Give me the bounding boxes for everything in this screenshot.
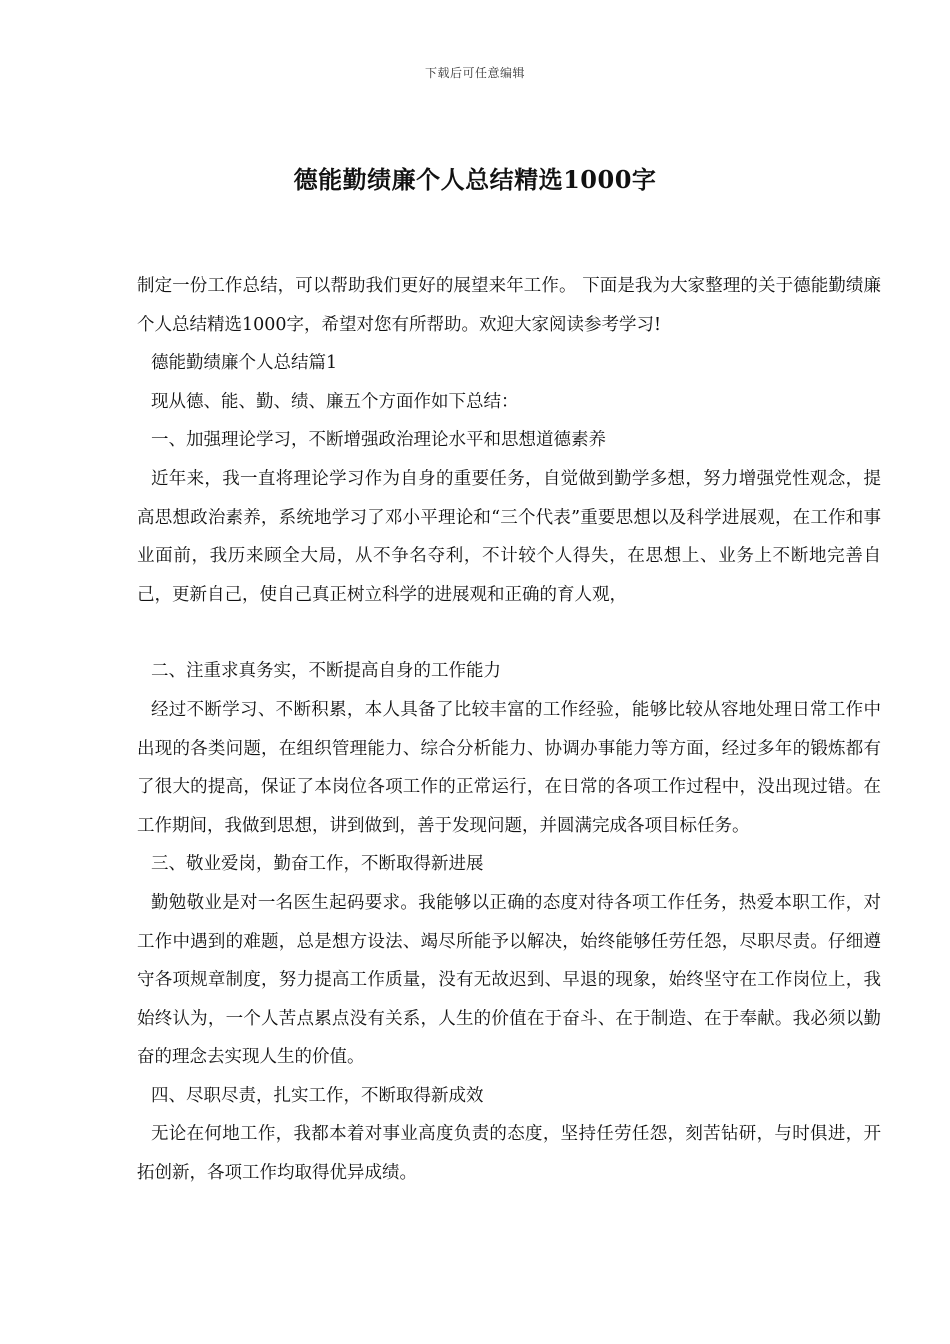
body-paragraph: 经过不断学习、不断积累，本人具备了比较丰富的工作经验，能够比较从容地处理日常工作中出现的各类问题，在组织管理能力、综合分析能力、协调办事能力等方面，经过多年的锻炼都有了很大的提高，保证了本岗位各项工作的正常运行，在日常的各项工作过程中，没出现过错。在工作期间，我做到思想，讲到做到，善于发现问题，并圆满完成各项目标任务。 [137, 699, 881, 836]
body-paragraph: 现从德、能、勤、绩、廉五个方面作如下总结： [151, 391, 519, 412]
section-heading: 一、加强理论学习，不断增强政治理论水平和思想道德素养 [151, 430, 606, 451]
intro-paragraph: 制定一份工作总结，可以帮助我们更好的展望来年工作。 下面是我为大家整理的关于德能勤绩廉个人总结精选1000字，希望对您有所帮助。欢迎大家阅读参考学习! [137, 276, 881, 335]
body-paragraph: 勤勉敬业是对一名医生起码要求。我能够以正确的态度对待各项工作任务，热爱本职工作，对工作中遇到的难题，总是想方设法、竭尽所能予以解决，始终能够任劳任怨，尽职尽责。仔细遵守各项规章制度，努力提高工作质量，没有无故迟到、早退的现象，始终坚守在工作岗位上，我始终认为，一个人苦点累点没有关系，人生的价值在于奋斗、在于制造、在于奉献。我必须以勤奋的理念去实现人生的价值。 [137, 892, 881, 1068]
header-note: 下载后可任意编辑 [424, 66, 525, 80]
section-heading: 二、注重求真务实，不断提高自身的工作能力 [151, 661, 501, 682]
body-paragraph: 近年来，我一直将理论学习作为自身的重要任务，自觉做到勤学多想，努力增强党性观念，提高思想政治素养，系统地学习了邓小平理论和“三个代表”重要思想以及科学进展观，在工作和事业面前，我历来顾全大局，从不争名夺利，不计较个人得失，在思想上、业务上不断地完善自己，更新自己，使自己真正树立科学的进展观和正确的育人观， [137, 468, 881, 605]
document-body [137, 267, 881, 1193]
section-heading: 四、尽职尽责，扎实工作，不断取得新成效 [151, 1085, 484, 1106]
section-heading: 三、敬业爱岗，勤奋工作，不断取得新进展 [151, 854, 484, 875]
document-title: 德能勤绩廉个人总结精选1000字 [293, 165, 657, 194]
paragraph-gap [137, 614, 881, 652]
section-heading: 德能勤绩廉个人总结篇1 [151, 353, 338, 374]
body-paragraph: 无论在何地工作，我都本着对事业高度负责的态度，坚持任劳任怨，刻苦钻研，与时俱进，开拓创新，各项工作均取得优异成绩。 [137, 1124, 881, 1184]
